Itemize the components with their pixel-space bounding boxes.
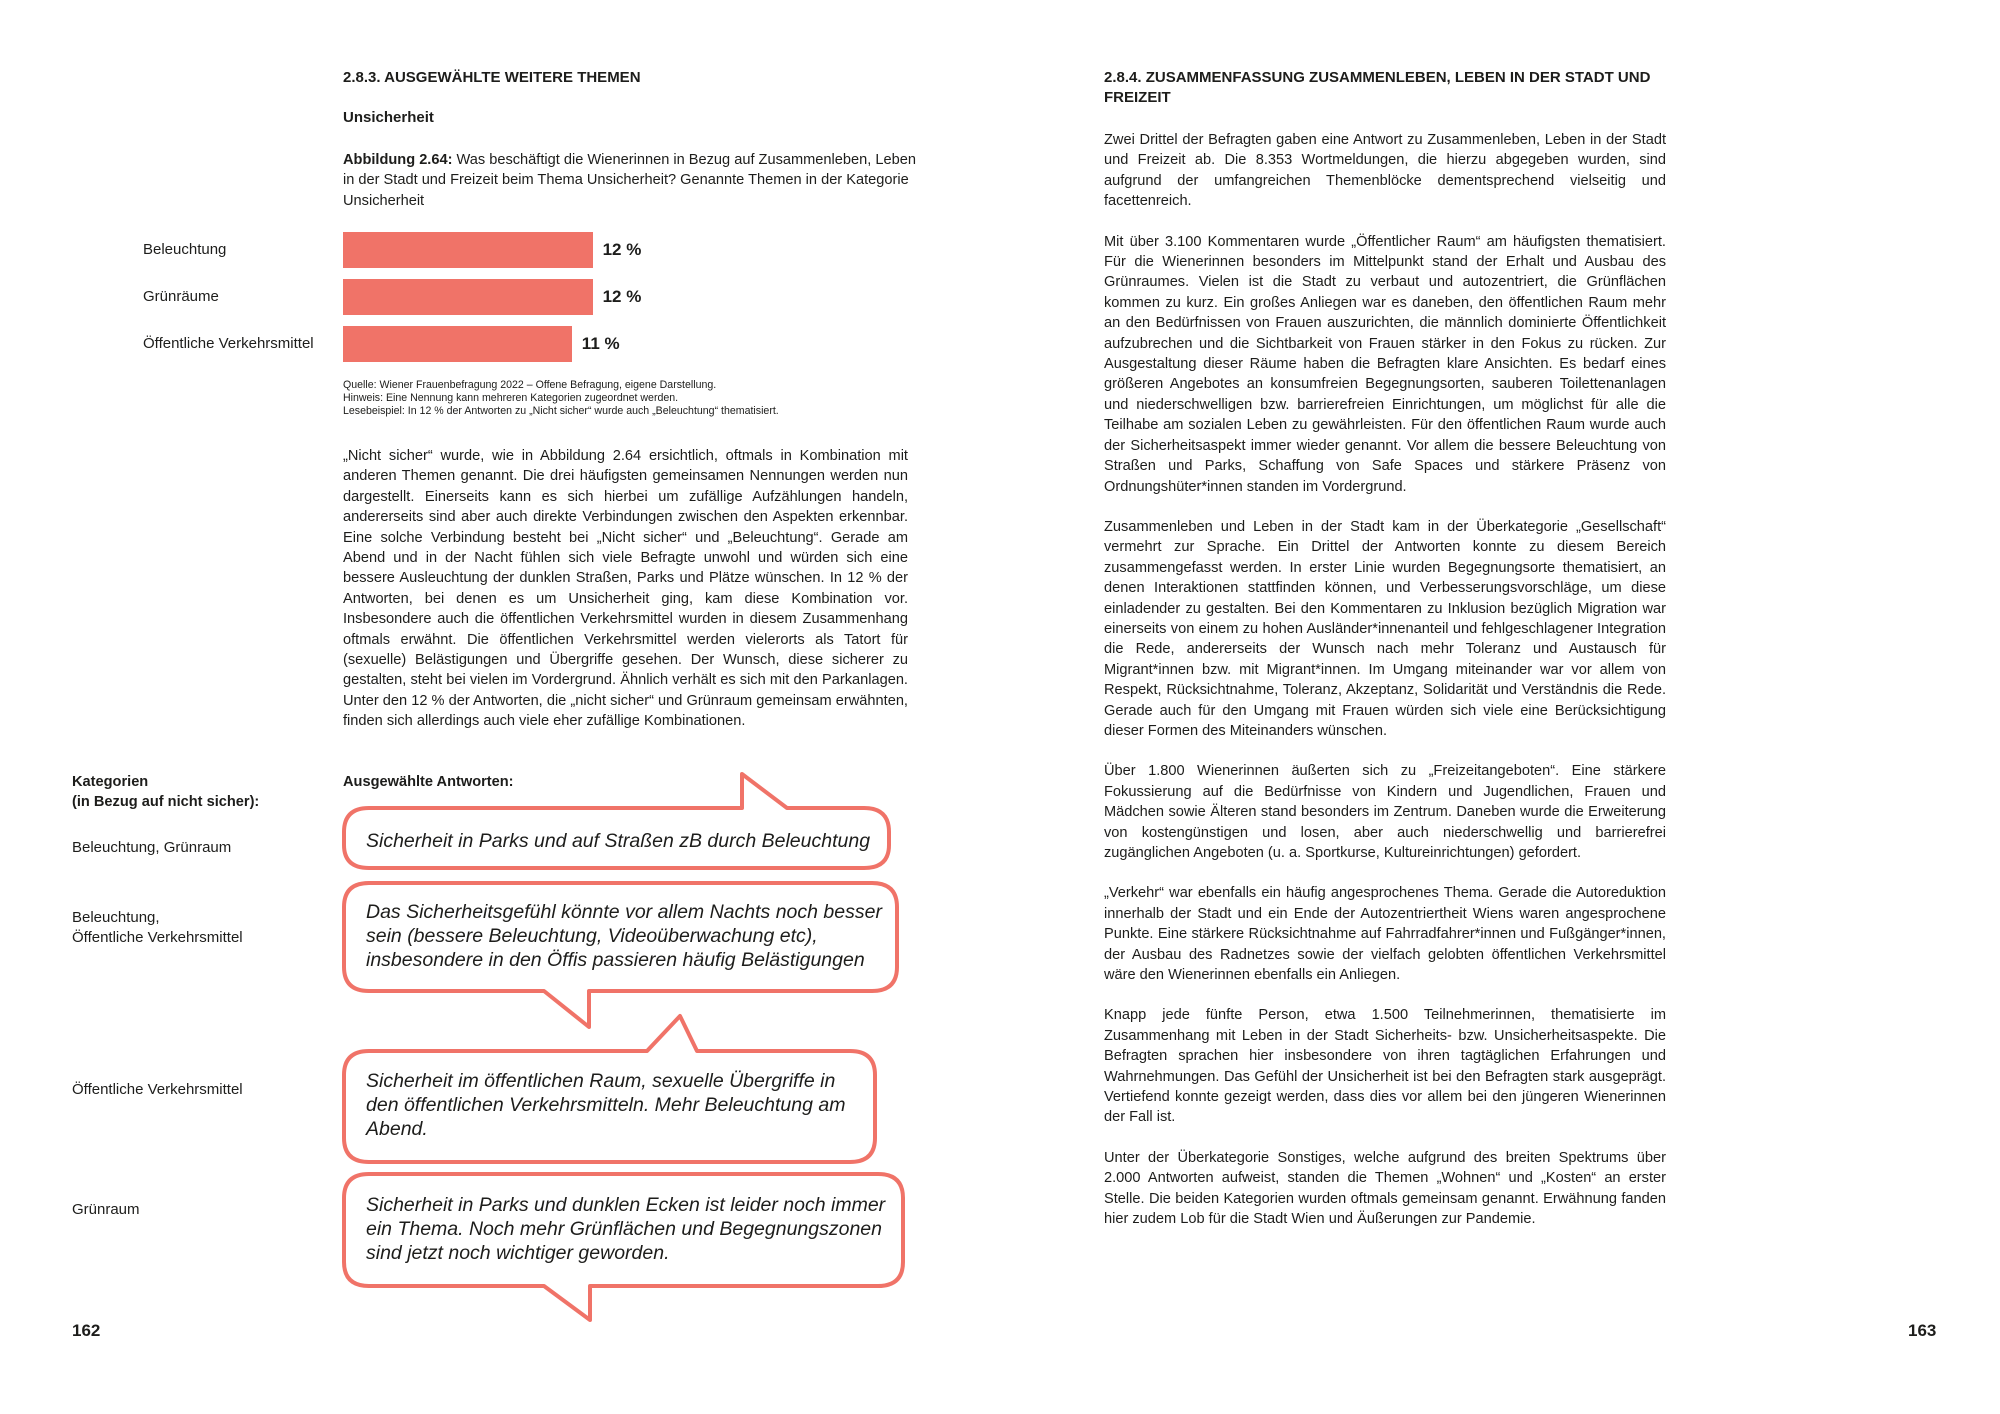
- summary-paragraph-4: Über 1.800 Wienerinnen äußerten sich zu „Freizeitangeboten“. Eine stärkere Fokussierung auf die Bedürfnisse von Kindern und Jugendlichen, Frauen und Mädchen sowie Älteren stand besonders im Zentrum. Daneben wurde die Erweiterung von kostengünstigen und losen, aber auch niederschwellig und barrierefrei zugänglichen Angeboten (u. a. Sportkurse, Kultureinrichtungen) gefordert.: [1104, 763, 1666, 861]
- bar-label: Grünräume: [143, 288, 219, 305]
- answer-quote-2: Das Sicherheitsgefühl könnte vor allem Nachts noch besser sein (bessere Beleuchtung, Videoüberwachung etc), insbesondere in den Öffis passieren häufig Belästigungen: [366, 901, 882, 971]
- section-title: 2.8.3. AUSGEWÄHLTE WEITERE THEMEN: [343, 69, 641, 86]
- categories-heading-line1: Kategorien: [72, 774, 149, 790]
- summary-paragraph-6: Knapp jede fünfte Person, etwa 1.500 Teilnehmerinnen, thematisierte im Zusammenhang mit Leben in der Stadt Sicherheits- bzw. Unsicherheitsaspekte. Die Befragten sprachen hier insbesondere von ihren tagtäglichen Erfahrungen und Wahrnehmungen. Das Gefühl der Unsicherheit ist bei den Befragten stark ausgeprägt. Vertiefend konnte gezeigt werden, dass dies vor allem bei den jüngeren Wienerinnen der Fall ist.: [1104, 1007, 1666, 1126]
- answer-category-4: Grünraum: [72, 1201, 140, 1218]
- answer-quote-1: Sicherheit in Parks und auf Straßen zB durch Beleuchtung: [366, 830, 871, 852]
- section-title-right-line2: FREIZEIT: [1104, 89, 1171, 106]
- summary-paragraph-2: Mit über 3.100 Kommentaren wurde „Öffentlicher Raum“ am häufigsten thematisiert. Für die Wienerinnen besonders im Mittelpunkt stand der Erhalt und Ausbau des Grünraumes. Vielen ist die Stadt zu verbaut und autozentriert, die Grünflächen kommen zu kurz. Ein großes Anliegen war es daneben, den öffentlichen Raum mehr an den Bedürfnissen von Frauen auszurichten, die männlich dominierte Öffentlichkeit aufzubrechen und die Sichtbarkeit von Frauen stärker in den Fokus zu rücken. Zur Ausgestaltung dieser Räume haben die Befragten klare Ansichten. Es bedarf eines größeren Angebotes an konsumfreien Begegnungsorten, sauberen Toilettenanlagen und niederschwelligen bzw. barrierefreien Einrichtungen, um möglichst für alle die Teilhabe am sozialen Leben zu gewährleisten. Für den öffentlichen Raum wurde auch der Sicherheitsaspekt immer wieder genannt. Vor allem die bessere Beleuchtung von Straßen und Parks, Schaffung von Safe Spaces und stärkere Präsenz von Ordnungshüter*innen standen im Vordergrund.: [1104, 233, 1666, 495]
- bar-label: Beleuchtung: [143, 241, 227, 258]
- speech-bubble-1: [344, 774, 889, 868]
- figure-caption-label: Abbildung 2.64:: [343, 152, 453, 168]
- answer-category-2-line1: Beleuchtung,: [72, 909, 160, 926]
- answer-quote-4: Sicherheit in Parks und dunklen Ecken ist leider noch immer ein Thema. Noch mehr Grünflächen und Begegnungszonen sind jetzt noch wichtiger geworden.: [366, 1194, 886, 1264]
- summary-paragraph-3: Zusammenleben und Leben in der Stadt kam in der Überkategorie „Gesellschaft“ vermehrt zur Sprache. Ein Drittel der Antworten konnte zu diesem Bereich zusammengefasst werden. In erster Linie wurden Begegnungsorte thematisiert, an denen Interaktionen stattfinden können, und Verbesserungsvorschläge, um diese einladender zu gestalten. Bei den Kommentaren zu Inklusion bezüglich Migration war einerseits von einem zu hohen Ausländer*innenanteil und fehlgeschlagener Integration die Rede, andererseits der Wunsch nach mehr Toleranz und Austausch für Migrant*innen bzw. mit Migrant*innen. Im Umgang miteinander war vor allem von Respekt, Rücksichtnahme, Toleranz, Akzeptanz, Solidarität und Verständnis die Rede. Gerade auch für den Umgang mit Frauen würden sich viele eine Berücksichtigung dieser Formen des Miteinanders wünschen.: [1104, 518, 1666, 739]
- page-number-left: 162: [72, 1321, 101, 1340]
- reading-example-line: Lesebeispiel: In 12 % der Antworten zu „Nicht sicher“ wurde auch „Beleuchtung“ thematisiert.: [343, 405, 779, 417]
- subheading: Unsicherheit: [343, 109, 434, 126]
- section-title-right: [1104, 68, 1704, 108]
- bar-value-label: 11 %: [581, 334, 620, 353]
- section-title-right-line1: 2.8.4. ZUSAMMENFASSUNG ZUSAMMENLEBEN, LEBEN IN DER STADT UND: [1104, 69, 1651, 86]
- answer-category-3: Öffentliche Verkehrsmittel: [72, 1081, 243, 1098]
- answer-category-2-line2: Öffentliche Verkehrsmittel: [72, 929, 243, 946]
- summary-paragraph-5: „Verkehr“ war ebenfalls ein häufig angesprochenes Thema. Gerade die Autoreduktion innerhalb der Stadt und ein Ende der Autozentriertheit Wiens waren angesprochene Punkte. Eine stärkere Rücksichtnahme auf Fahrradfahrer*innen und Fußgänger*innen, der Ausbau des Radnetzes sowie der vielfach gelobten öffentlichen Verkehrsmittel wäre den Wienerinnen ebenfalls ein Anliegen.: [1104, 885, 1666, 984]
- figure-caption-text: Was beschäftigt die Wienerinnen in Bezug auf Zusammenleben, Leben in der Stadt und Freizeit beim Thema Unsicherheit? Genannte Themen in der Kategorie Unsicherheit: [343, 152, 916, 209]
- answer-quote-3: Sicherheit im öffentlichen Raum, sexuelle Übergriffe in den öffentlichen Verkehrsmitteln. Mehr Beleuchtung am Abend.: [366, 1070, 846, 1140]
- bar-value-label: 12 %: [602, 287, 642, 306]
- bar-label: Öffentliche Verkehrsmittel: [143, 335, 314, 352]
- bar-value-label: 12 %: [602, 240, 642, 259]
- summary-text: [1104, 130, 1666, 1230]
- summary-paragraph-7: Unter der Überkategorie Sonstiges, welche aufgrund des breiten Spektrums über 2.000 Antworten aufweist, standen die Themen „Wohnen“ und „Kosten“ an erster Stelle. Die beiden Kategorien wurden oftmals gemeinsam genannt. Erwähnung fanden hier zudem Lob für die Stadt Wien und Äußerungen zur Pandemie.: [1104, 1149, 1666, 1228]
- answer-category-1: Beleuchtung, Grünraum: [72, 839, 232, 856]
- categories-heading-line2: (in Bezug auf nicht sicher):: [72, 794, 260, 810]
- note-line: Hinweis: Eine Nennung kann mehreren Kategorien zugeordnet werden.: [343, 392, 679, 404]
- summary-paragraph-1: Zwei Drittel der Befragten gaben eine Antwort zu Zusammenleben, Leben in der Stadt und Freizeit ab. Die 8.353 Wortmeldungen, die hierzu abgegeben wurden, sind aufgrund der umfangreichen Themenblöcke dementsprechend vielseitig und facettenreich.: [1104, 132, 1666, 210]
- page-number-right: 163: [1908, 1321, 1937, 1340]
- body-paragraph: „Nicht sicher“ wurde, wie in Abbildung 2.64 ersichtlich, oftmals in Kombination mit anderen Themen genannt. Die drei häufigsten gemeinsamen Nennungen werden nun dargestellt. Einerseits kann es sich hierbei um zufällige Aufzählungen handeln, andererseits sind aber auch direkte Verbindungen zwischen den Aspekten erkennbar. Eine solche Verbindung besteht bei „Nicht sicher“ und „Beleuchtung“. Gerade am Abend und in der Nacht fühlen sich viele Befragte unwohl und würden sich eine bessere Ausleuchtung der dunklen Straßen, Parks und Plätze wünschen. In 12 % der Antworten, bei denen es um Unsicherheit ging, kam diese Kombination vor. Insbesondere auch die öffentlichen Verkehrsmittel wurden in diesem Zusammenhang oftmals erwähnt. Die öffentlichen Verkehrsmittel werden vielerorts als Tatort für (sexuelle) Belästigungen und Übergriffe gesehen. Der Wunsch, diese sicherer zu gestalten, steht bei vielen im Vordergrund. Ähnlich verhält es sich mit den Parkanlagen. Unter den 12 % der Antworten, die „nicht sicher“ und Grünraum gemeinsam erwähnten, finden sich allerdings auch viele eher zufällige Kombinationen.: [343, 448, 908, 730]
- source-line: Quelle: Wiener Frauenbefragung 2022 – Offene Befragung, eigene Darstellung.: [343, 379, 717, 391]
- answers-heading: Ausgewählte Antworten:: [343, 774, 514, 790]
